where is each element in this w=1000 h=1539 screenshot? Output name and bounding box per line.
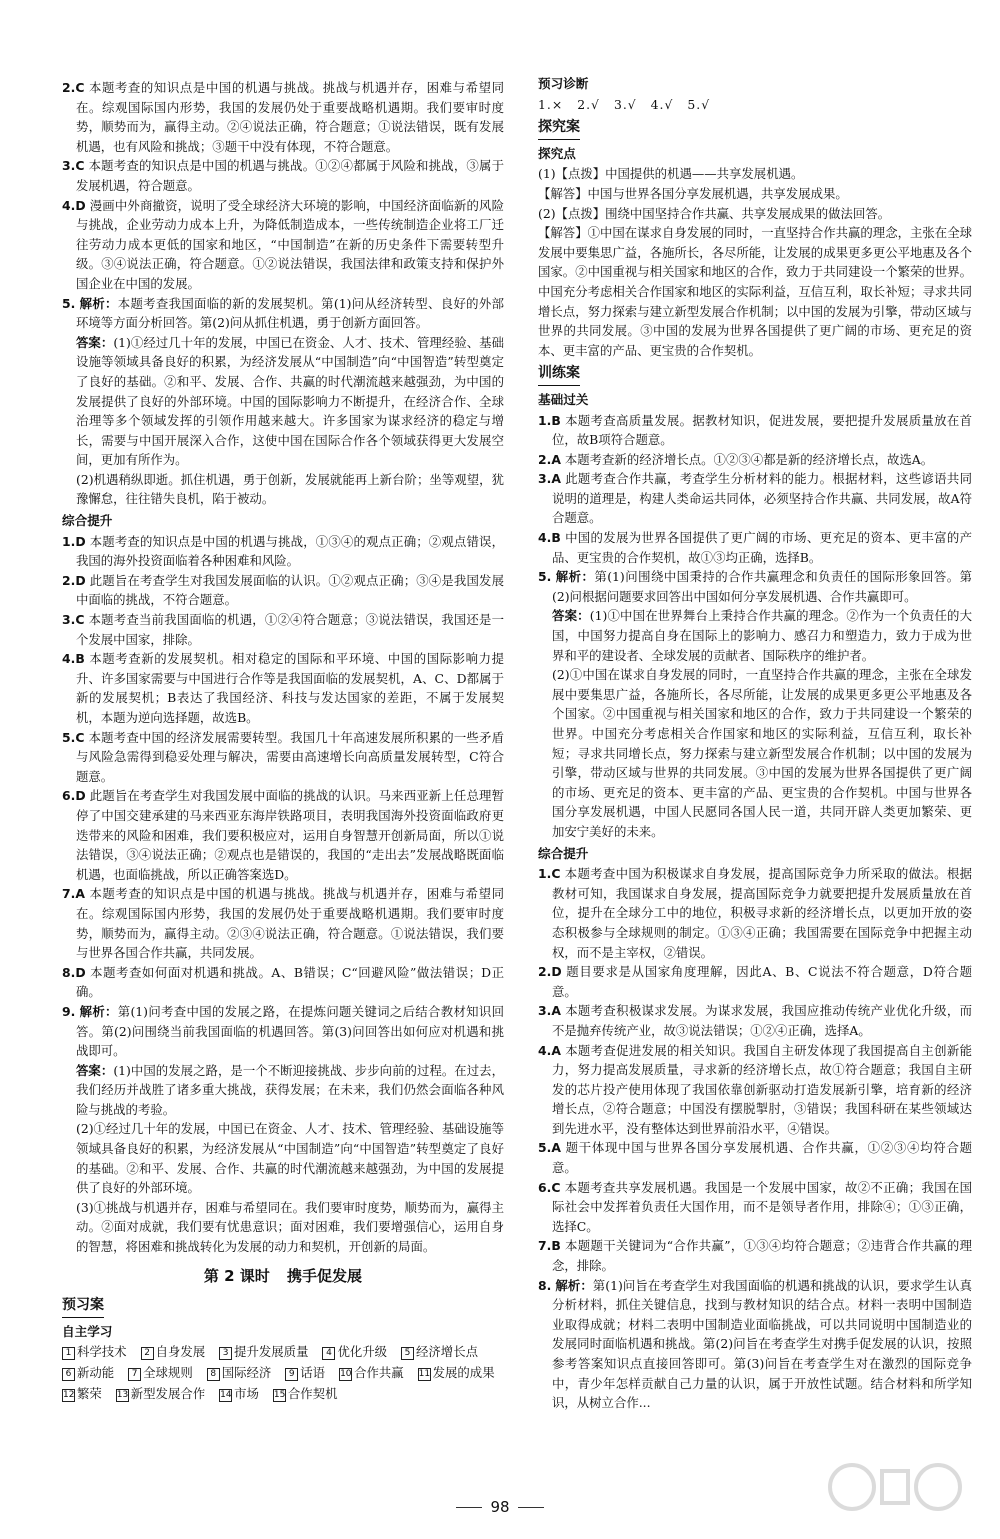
answer-label: 答案： — [76, 1062, 114, 1078]
lesson-number: 第 2 课时 — [203, 1266, 270, 1285]
blank-number: 12 — [63, 1389, 75, 1400]
intro-item — [62, 294, 504, 333]
question-number: 7.A — [62, 886, 85, 902]
r-q5-answer-1: 答案：(1)①中国在世界舞台上秉持合作共赢的理念。②作为一个负责任的大国，中国努力提高自身在国际上的影响力、感召力和塑造力，致力于成为世界和平的建设者、全球发展的贡献者、国际秩序的维护者。 — [552, 608, 972, 663]
question-number: 5.A — [538, 1140, 561, 1156]
zhtx-item — [62, 610, 504, 649]
q9-answer-2: (2)①经过几十年的发展，中国已在资金、人才、技术、管理经验、基础设施等领域具备良好的积累，为经济发展从“中国制造”向“中国智造”转型奠定了良好的基础。②和平、发展、合作、共赢的时代潮流越来越强劲，为中国的发展提供了良好的外部环境。 — [76, 1121, 504, 1196]
blank-number: 15 — [273, 1389, 286, 1400]
q5-answer-1: 答案：(1)①经过几十年的发展，中国已在资金、人才、技术、管理经验、基础设施等领域具备良好的积累，为经济发展从“中国制造”向“中国智造”转型奠定了良好的基础。②和平、发展、合作、共赢的时代潮流越来越强劲，为中国的发展提供了良好的外部环境。中国的国际影响力不断提升，在经济合作、全球治理等多个领域发挥的引领作用越来越大。许多国家为谋求经济的稳定与增长，需要与中国开展深入合作，这使中国在国际合作各个领域获得更大发展空间，更加有所作为。 — [76, 334, 504, 468]
blank-text: 科学技术 — [77, 1344, 127, 1360]
blank-item — [62, 1384, 102, 1404]
blank-item — [62, 1363, 114, 1383]
section-preview-diagnosis: 预习诊断 — [538, 76, 589, 91]
section-explore-point: 探究点 — [538, 145, 576, 161]
zhtx-right-item — [538, 1041, 972, 1139]
question-number: 3.A — [538, 1003, 561, 1019]
blank-item — [219, 1342, 308, 1362]
blank-text: 新动能 — [77, 1365, 115, 1380]
question-text: 中国的发展为世界各国提供了更广阔的市场、更充足的资本、更丰富的产品、更宝贵的合作契机，故①③均正确，选择B。 — [552, 530, 972, 565]
zhtx-item — [62, 1002, 504, 1061]
question-text: 第(1)问考查中国的发展之路，在提炼问题关键词之后结合教材知识回答。第(2)问围绕当前我国面临的机遇回答。第(3)问回答出如何应对机遇和挑战即可。 — [76, 1003, 504, 1059]
blank-item — [418, 1363, 495, 1383]
diagnosis-answer: 5.√ — [687, 96, 711, 112]
question-number: 2.C — [62, 80, 85, 95]
section-preview: 预习案 — [62, 1296, 104, 1318]
question-number: 4.D — [62, 197, 86, 213]
question-number: 7.B — [538, 1238, 561, 1254]
blank-number: 4 — [322, 1347, 335, 1360]
zhtx-right-item — [538, 1178, 972, 1237]
diagnosis-answer: 1.× — [538, 96, 564, 112]
blank-text: 发展的成果 — [432, 1365, 495, 1380]
blank-text: 提升发展质量 — [234, 1344, 309, 1360]
section-self-study: 自主学习 — [62, 1323, 113, 1339]
question-text: 本题考查积极谋求发展。为谋求发展，我国应推动传统产业优化升级，而不是抛弃传统产业，故③说法错误；①②④正确，选择A。 — [552, 1003, 972, 1038]
blank-text: 合作共赢 — [354, 1365, 404, 1380]
question-number: 8.D — [62, 964, 86, 980]
question-text: 本题考查我国面临的新的发展契机。第(1)问从经济转型、良好的外部环境等方面分析回答。第(2)问从抓住机遇，勇于创新方面回答。 — [76, 295, 504, 331]
blank-text: 经济增长点 — [416, 1344, 478, 1360]
question-text: 本题考查高质量发展。据教材知识，促进发展，要把提升发展质量放在首位，故B项符合题意。 — [552, 412, 972, 448]
zhtx-item — [62, 884, 504, 962]
blank-item — [322, 1342, 387, 1362]
section-comprehensive: 综合提升 — [62, 513, 113, 529]
zhtx-right-item — [538, 1236, 972, 1275]
zhtx-right-item — [538, 962, 972, 1001]
question-text: 本题考查新的发展契机。相对稳定的国际和平环境、中国的国际影响力提升、许多国家需要与中国进行合作等是我国面临的发展契机，A、C、D都属于新的发展契机；B表达了我国经济、科技与发达国家的差距，不属于发展契机，本题为逆向选择题，故选B。 — [76, 651, 504, 725]
question-number: 1.D — [62, 533, 86, 549]
basic-item — [538, 528, 972, 567]
blank-item — [219, 1384, 259, 1404]
blank-text: 优化升级 — [337, 1344, 388, 1360]
diagnosis-answer: 4.√ — [650, 96, 674, 112]
blank-number: 6 — [62, 1368, 75, 1381]
intro-item — [62, 196, 504, 294]
question-number: 3.C — [62, 158, 85, 174]
question-text: 此题考查合作共赢，考查学生分析材料的能力。根据材料，这些谚语共同说明的道理是，构建人类命运共同体，必须坚持合作共赢、共同发展，故A符合题意。 — [552, 471, 972, 526]
question-text: 本题考查当前我国面临的机遇，①②④符合题意；③说法错误，我国还是一个发展中国家，排除。 — [76, 612, 504, 647]
blank-item — [128, 1363, 193, 1383]
question-number: 6.C — [538, 1179, 561, 1195]
question-text: 此题旨在考查学生对我国发展中面临的挑战的认识。马来西亚新上任总理暂停了中国交建承建的马来西亚东海岸铁路项目，表明我国海外投资面临政府更迭带来的风险和困难，我们要积极应对，运用自身智慧开创新局面，所以①说法错误，③④说法正确；②观点也是错误的，我国的“走出去”发展战略既面临机遇，也面临挑战，所以正确答案选D。 — [76, 788, 504, 882]
question-text: 此题旨在考查学生对我国发展面临的认识。①②观点正确；③④是我国发展中面临的挑战，不符合题意。 — [76, 572, 504, 608]
zhtx-item — [62, 532, 504, 571]
section-training: 训练案 — [538, 364, 580, 386]
question-number: 1.B — [538, 412, 561, 428]
blank-number: 11 — [418, 1369, 431, 1379]
question-number: 5.C — [62, 729, 85, 745]
question-text: 本题考查共享发展机遇。我国是一个发展中国家，故②不正确；我国在国际社会中发挥着负责任大国作用，而不是领导者作用，排除④；①③正确，选择C。 — [552, 1179, 972, 1234]
basic-item — [538, 469, 972, 528]
question-number: 2.A — [538, 451, 561, 467]
question-number: 5. — [62, 295, 76, 311]
blank-text: 国际经济 — [221, 1365, 272, 1380]
explore-answer-1: 【解答】中国与世界各国分享发展机遇，共享发展成果。 — [538, 185, 848, 201]
intro-item — [62, 156, 504, 195]
zhtx-item — [62, 963, 504, 1002]
question-number: 2.D — [538, 964, 562, 980]
explore-hint-1: (1)【点拨】中国提供的机遇——共享发展机遇。 — [538, 166, 804, 182]
question-number: 1.C — [538, 866, 561, 882]
zhtx-right-item — [538, 864, 972, 962]
question-text: 第(1)问围绕中国秉持的合作共赢理念和负责任的国际形象回答。第(2)问根据问题要求回答出中国如何分享发展机遇、合作共赢即可。 — [552, 569, 973, 604]
blank-answers — [62, 1342, 504, 1403]
basic-item — [538, 411, 972, 450]
answer-label: 答案： — [552, 608, 590, 624]
diagnosis-answer: 3.√ — [613, 96, 637, 112]
explore-hint-2: (2)【点拨】围绕中国坚持合作共赢、共享发展成果的做法回答。 — [538, 205, 891, 221]
divider — [456, 1507, 482, 1508]
question-text: 本题考查的知识点是中国的机遇与挑战。挑战与机遇并存，困难与希望同在。综观国际国内形势，我国的发展仍处于重要战略机遇期。我们要审时度势，顺势而为，赢得主动。②③④说法正确，符合题意。①说法错误，我们要与世界各国合作共赢，共同发展。 — [76, 886, 504, 961]
blank-text: 新型发展合作 — [130, 1385, 206, 1401]
question-number: 6.D — [62, 788, 86, 804]
blank-item — [273, 1384, 338, 1404]
blank-item — [339, 1363, 404, 1383]
watermark-logo — [820, 1457, 970, 1527]
question-number: 5. — [538, 569, 552, 585]
section-comprehensive-right: 综合提升 — [538, 845, 589, 861]
page-number: 98 — [0, 1498, 1000, 1516]
q9-answer-3: (3)①挑战与机遇并存，困难与希望同在。我们要审时度势，顺势而为，赢得主动。②面对成就，我们要有忧患意识；面对困难，我们要增强信心，运用自身的智慧，将困难和挑战转化为发展的动力和契机，开创新的局面。 — [76, 1199, 504, 1255]
analysis-label: 解析： — [555, 569, 595, 585]
blank-item — [62, 1342, 127, 1362]
blank-number: 9 — [285, 1368, 298, 1381]
question-text: 题目要求是从国家角度理解，因此A、B、C说法不符合题意，D符合题意。 — [552, 964, 972, 999]
zhtx-item — [62, 786, 504, 884]
analysis-label: 解析： — [79, 295, 118, 311]
diagnosis-answer: 2.√ — [577, 96, 600, 112]
question-number: 2.D — [62, 572, 86, 588]
question-text: 本题考查促进发展的相关知识。我国自主研发体现了我国提高自主创新能力，努力提高发展质量，寻求新的经济增长点，故①符合题意；我国自主研发的芯片投产使用体现了我国依靠创新驱动打造发展新引擎，培育新的经济增长点，②符合题意；中国没有摆脱掣肘，③错误；我国科研在某些领域达到先进水平，没有整体达到世界前沿水平，④错误。 — [552, 1042, 972, 1136]
answer-label: 答案： — [76, 334, 114, 350]
blank-number: 1 — [62, 1347, 75, 1360]
zhtx-item — [62, 649, 504, 727]
analysis-label: 解析： — [79, 1003, 118, 1019]
zhtx-item — [62, 571, 504, 610]
question-number: 3.C — [62, 612, 85, 628]
blank-number: 2 — [141, 1347, 154, 1360]
q5-answer-2: (2)机遇稍纵即逝。抓住机遇，勇于创新，发展就能再上新台阶；坐等观望，犹豫懈怠，往往错失良机，陷于被动。 — [76, 471, 504, 507]
explore-answer-2: 【解答】①中国在谋求自身发展的同时，一直坚持合作共赢的理念，主张在全球发展中要集思广益，各施所长，各尽所能，让发展的成果更多更公平地惠及各个国家。②中国重视与相关国家和地区的合作，致力于共同建设一个繁荣的世界。中国充分考虑相关合作国家和地区的实际利益，互信互利，取长补短；寻求共同增长点，努力探索与建立新型发展合作机制；以中国的发展为引擎，带动区域与世界的共同发展。③中国的发展为世界各国提供了更广阔的市场、更充足的资本、更丰富的产品、更宝贵的合作契机。 — [538, 225, 972, 358]
blank-item — [207, 1363, 272, 1383]
blank-text: 话语 — [300, 1365, 326, 1380]
blank-text: 自身发展 — [155, 1344, 206, 1360]
question-text: 本题考查如何面对机遇和挑战。A、B错误；C“回避风险”做法错误；D正确。 — [76, 964, 504, 1000]
question-text: 漫画中外商撤资，说明了受全球经济大环境的影响，中国经济面临新的风险与挑战，企业劳动力成本上升，为降低制造成本，一些传统制造企业将工厂迁往劳动力成本更低的国家和地区，“中国制造”在新的历史条件下需要转型升级。③④说法正确，符合题意。①②说法错误，我国法律和政策支持和保护外国企业在中国的发展。 — [76, 197, 504, 291]
divider — [518, 1507, 544, 1508]
blank-item — [116, 1384, 205, 1404]
left-column — [62, 78, 504, 1403]
blank-number: 13 — [116, 1389, 129, 1400]
q9-answer-1: 答案：(1)中国的发展之路，是一个不断迎接挑战、步步向前的过程。在过去，我们经历并战胜了诸多重大挑战，获得发展；在未来，我们仍然会面临各种风险与挑战的考验。 — [76, 1062, 504, 1117]
question-text: 本题考查的知识点是中国的机遇与挑战，①③④的观点正确；②观点错误，我国的海外投资面临着各种困难和风险。 — [76, 533, 504, 569]
blank-text: 繁荣 — [77, 1385, 102, 1401]
blank-item — [285, 1363, 325, 1383]
question-number: 9. — [62, 1003, 76, 1019]
lesson-heading — [62, 1267, 504, 1287]
question-text: 本题考查的知识点是中国的机遇与挑战。挑战与机遇并存，困难与希望同在。综观国际国内形势，我国的发展仍处于重要战略机遇期。我们要审时度势，顺势而为，赢得主动。②④说法正确，符合题意；①说法错误，既有发展机遇，也有风险和挑战；③题干中没有体现，不符合题意。 — [76, 80, 504, 154]
zhtx-right-item — [538, 1138, 972, 1177]
blank-number: 8 — [207, 1368, 220, 1381]
question-number: 4.B — [62, 651, 85, 667]
analysis-label: 解析： — [555, 1277, 593, 1293]
question-number: 3.A — [538, 471, 561, 487]
question-text: 第(1)问旨在考查学生对我国面临的机遇和挑战的认识，要求学生认真分析材料，抓住关键信息，找到与教材知识的结合点。材料一表明中国制造业取得成就；材料二表明中国制造业面临挑战，可以共同说明中国制造业的发展同时面临机遇和挑战。第(2)问旨在考查学生对携手促发展的认识，按照参考答案知识点直接回答即可。第(3)问旨在考查学生对在激烈的国际竞争中，青少年怎样贡献自己力量的认识，属于开放性试题。结合材料和所学知识，从树立合作... — [552, 1277, 972, 1411]
question-number: 4.A — [538, 1042, 561, 1058]
blank-text: 合作契机 — [287, 1385, 338, 1401]
blank-text: 全球规则 — [143, 1365, 193, 1380]
blank-number: 3 — [219, 1347, 232, 1360]
intro-item — [62, 78, 504, 156]
zhtx-right-item — [538, 1001, 972, 1040]
question-text: 题干体现中国与世界各国分享发展机遇、合作共赢，①②③④均符合题意。 — [552, 1140, 972, 1176]
blank-item — [141, 1342, 206, 1362]
blank-number: 14 — [220, 1389, 232, 1400]
diagnosis-answers — [538, 95, 972, 115]
blank-text: 市场 — [234, 1385, 259, 1401]
question-number: 8. — [538, 1277, 552, 1293]
question-text: 本题考查的知识点是中国的机遇与挑战。①②④都属于风险和挑战，③属于发展机遇，符合题意。 — [76, 158, 504, 193]
question-number: 4.B — [538, 530, 561, 546]
blank-number: 5 — [401, 1347, 414, 1360]
right-column — [538, 72, 972, 1413]
question-text: 本题题干关键词为“合作共赢”，①③④均符合题意；②违背合作共赢的理念，排除。 — [552, 1238, 972, 1274]
basic-item — [538, 450, 972, 470]
basic-item — [538, 567, 972, 606]
zhtx-item — [62, 728, 504, 787]
zhtx-right-item — [538, 1276, 972, 1413]
question-text: 本题考查中国的经济发展需要转型。我国几十年高速发展所积累的一些矛盾与风险急需得到稳妥处理与解决，需要由高速增长向高质量发展转型，C符合题意。 — [76, 729, 504, 784]
blank-number: 10 — [340, 1369, 352, 1379]
section-basic: 基础过关 — [538, 391, 589, 407]
question-text: 本题考查新的经济增长点。①②③④都是新的经济增长点，故选A。 — [564, 451, 934, 467]
r-q5-answer-2: (2)①中国在谋求自身发展的同时，一直坚持合作共赢的理念，主张在全球发展中要集思广益，各施所长，各尽所能，让发展的成果更多更公平地惠及各个国家。②中国重视与相关国家和地区的合作，致力于共同建设一个繁荣的世界。中国充分考虑相关合作国家和地区的实际利益，互信互利，取长补短；寻求共同增长点，努力探索与建立新型发展合作机制；以中国的发展为引擎，带动区域与世界的共同发展。③中国的发展为世界各国提供了更广阔的市场、更充足的资本、更丰富的产品、更宝贵的合作契机。中国与世界各国分享发展机遇，中国人民愿同各国人民一道，共同开辟人类更加繁荣、更加安宁美好的未来。 — [552, 667, 972, 839]
lesson-title: 携手促发展 — [287, 1266, 363, 1285]
question-text: 本题考查中国为积极谋求自身发展，提高国际竞争力所采取的做法。根据教材可知，我国谋求自身发展，提高国际竞争力就要把提升发展质量放在首位，提升在全球分工中的地位，积极寻求新的经济增长点，以更加开放的姿态积极参与全球规则的制定。①③④正确；我国需要在国际竞争中把握主动权，而不是主宰权，②错误。 — [552, 866, 972, 960]
blank-number: 7 — [128, 1368, 141, 1381]
blank-item — [401, 1342, 478, 1362]
section-explore: 探究案 — [538, 118, 580, 140]
